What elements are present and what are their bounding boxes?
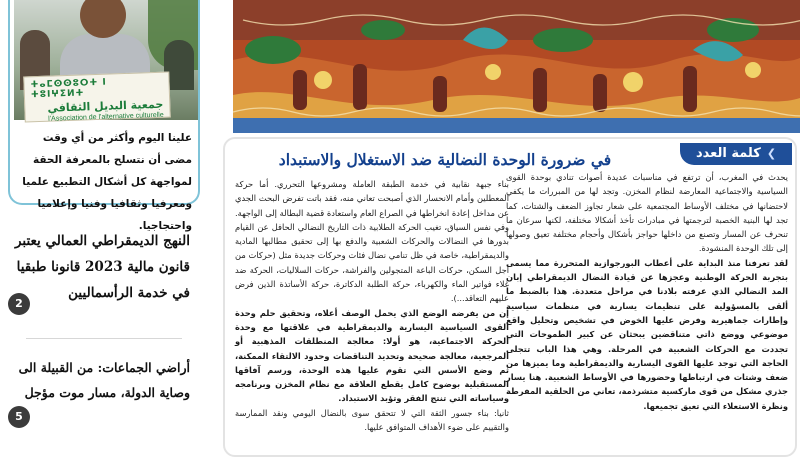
sidebar (0, 0, 205, 450)
article-teaser-title[interactable]: النهج الديمقراطي العمالي يعتبر قانون مالية 2023 قانونا طبقيا في خدمة الرأسماليين (14, 233, 190, 301)
section-label-badge (680, 143, 792, 165)
article-column-right (506, 170, 788, 450)
protest-sign (23, 71, 171, 122)
divider (26, 338, 182, 339)
article-teaser-community-lands[interactable] (14, 355, 190, 405)
paragraph: ثانيا: بناء جسور الثقة التي لا تتحقق سوى بالنضال اليومي ونقد الممارسة والتقييم على ضوء الأهداف المتوافق عليها. (235, 407, 509, 433)
article-headline: في ضرورة الوحدة النضالية ضد الاستغلال والاستبداد (278, 150, 612, 169)
main-article (205, 0, 800, 450)
sign-french-text: l'Association de l'alternative culturelle (48, 111, 164, 123)
protest-photo (14, 0, 198, 123)
section-label-text: كلمة العدد (695, 146, 761, 161)
paragraph: لقد تعرفنا منذ البداية على أعطاب البورجوازية المتحررة مما يسمى بتجربة الحركة الوطنية وعجزها عن قيادة النضال الديمقراطي إبان المد النضالي الذي عرفته بلادنا في مراحل متعددة. هذا بالضبط ما ألقى بالمسؤولية على تنظيمات يسارية في منظمات سياسية وإطارات جماهيرية وفرض عليها الخوض في تشخيص وتحليل واقع موضوعي ووضع ذاتي متناقضين يبحثان عن كبير الطموحات التي تجددت مع الحركات الشعبية في المرحلة. وهي هذا الباب تتجلى الحاجة التي توجد عليها القوى اليسارية والديمقراطية وما يميزها من ضعف وشتات في ارتباطها وحضورها في الأوساط الشعبية. هنا يسار جذري مشكل من قوى ماركسية متشرذمة، تعاني من الحلقية المفرطة ونظرة الاستعلاء التي تعيق تجميعها. (506, 257, 788, 411)
featured-quote-box[interactable] (8, 0, 200, 232)
featured-quote-caption: علينا اليوم وأكثر من أي وقت مضى أن نتسلح بالمعرفة الحقة لمواجهة كل أشكال التطبيع علميا ومعرفيا وثقافيا وفنيا وإعلاميا واحتجاجيا. (22, 132, 192, 232)
page-number-badge: 5 (8, 406, 30, 428)
article-teaser-finance-law[interactable] (14, 228, 190, 306)
article-teaser-title[interactable]: أراضي الجماعات: من القبيلة الى وصاية الدولة، مسار موت مؤجل (18, 360, 190, 400)
paragraph: بناء جبهة نقابية في خدمة الطبقة العاملة ومشروعها التحرري. أما حركة المعطلين وأمام الانحسار الذي أصبحت تعاني منه، فقد باتت تفرض البحث الجدي عن مداخل إعادة انخراطها في الصراع العام واستعادة قضية البطالة إلى الواجهة. وفي نفس السياق، تغيب الحركة الطلابية ذات التاريخ النضالي الحافل عن القيام بدورها في النضالات والحركات الشعبية والدفع بها إلى تحقيق مطالبها المادية والديمقراطية، خاصة في ظل تنامي نضال فئات وحركات جديدة مثل (حركات من أجل السكن، حركات الباعة المتجولين والفراشة، حركات السلاليات، الحركة ضد غلاء فواتير الماء والكهرباء، حركة الطلبة الدكاترة، حركة الأساتذة الذين فرض عليهم التعاقد...). (235, 179, 509, 304)
paragraph: يحدث في المغرب، أن ترتفع في مناسبات عديدة أصوات تنادي بوحدة القوى السياسية والاجتماعية المعارضة لنظام المخزن. وتجد لها من المبررات ما يكفي لاحتضانها في مختلف الأوساط المجتمعية على شعار تجاوز الضعف والشتات، كما تجد لها البنية الخصبة لترجمتها في مبادرات تأخذ أشكالا مختلفة، لكنها سرعان ما تنحرف عن المسار وتصنع من داخلها حواجز بأشكال وأحجام مختلفة تعيق وصولها إلى تلك الوحدة المنشودة. (506, 172, 788, 254)
sign-tifinagh-text: ⵜⴰⵎⵙⵙⵓⵔⵜ ⵏ ⵜⵓⵏⵖⵉⵍⵜ (30, 77, 107, 101)
chevron-icon: ❯ (766, 147, 777, 160)
painting-illustration (233, 0, 800, 133)
paragraph: إن من يفرضه الوضع الذي يحمل الوصف أعلاه، وتحقيق حلم وحدة القوى السياسية اليسارية والديمقراطية في علاقتها مع وحدة الحركة الاجتماعية، هو أولا: معالجة المنطلقات المذهبية أو المرجعية، معالجة صحيحة وتحديد التناقضات وحدود الالتقاء الممكنة، ثم وضع الأسس التي تقوم عليها هذه الوحدة، ورسم آفاقها المستقبلية بوضوح كامل يقطع العلاقة مع نظام المخزن وبرنامجه وسياساته التي تنتج الفقر وتؤبد الاستبداد. (235, 307, 509, 404)
article-column-left (235, 177, 509, 450)
sign-arabic-text: جمعية البديل الثقافي (47, 97, 164, 115)
page-number-badge: 2 (8, 293, 30, 315)
header-painting (233, 0, 800, 133)
